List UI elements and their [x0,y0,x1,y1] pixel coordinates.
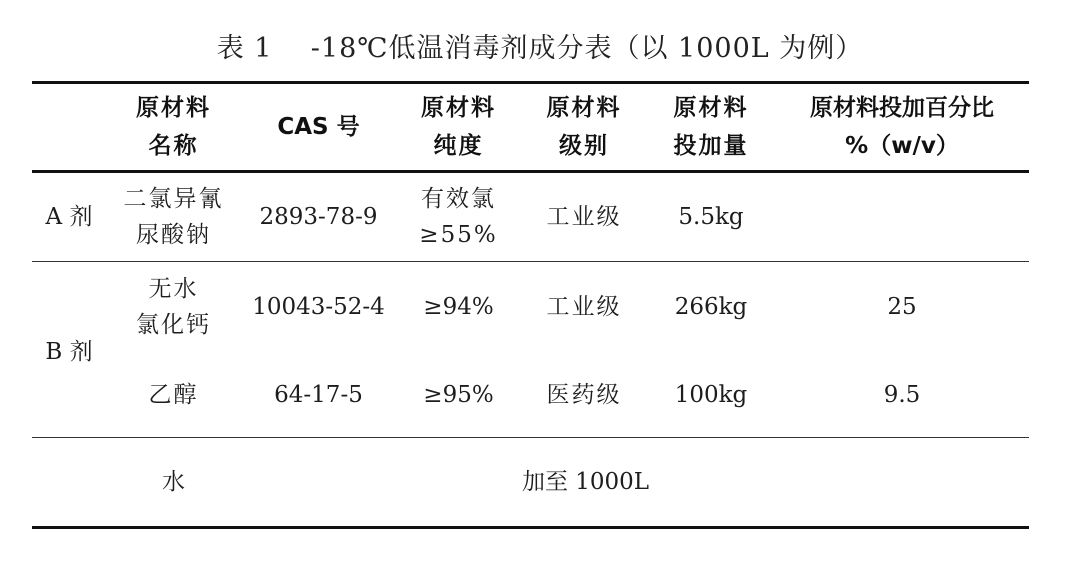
row-b2-cas-text: 64-17-5 [274,381,363,408]
header-purity-line2: 纯度 [433,133,484,159]
table-row-b1-percent [775,262,1029,352]
table-row-b2-amount [647,352,775,437]
header-name [106,84,241,170]
row-b2-purity-text: ≥95% [423,381,494,408]
header-name-line1: 原材料 [136,95,211,121]
table-caption: 表 1 -18℃低温消毒剂成分表（以 1000L 为例） [216,33,864,64]
header-percent-line1: 原材料投加百分比 [810,95,994,121]
table-row-b2-grade [521,352,647,437]
row-b2-grade-text: 医药级 [546,381,622,408]
bottom-rule [32,526,1029,529]
row-b2-amount-text: 100kg [674,381,748,408]
table-row-b1-purity [396,262,521,352]
table-row-b1-cas [241,262,396,352]
table-row-b2-name [106,352,241,437]
row-water-note-text: 加至 1000L [521,469,650,495]
table-row-b2-percent [775,352,1029,437]
header-percent-line2: %（w/v） [845,133,959,159]
header-grade [521,84,647,170]
header-purity-line1: 原材料 [421,95,496,121]
group-b-label [32,262,106,437]
row-b1-purity-text: ≥94% [423,294,494,320]
header-amount [647,84,775,170]
table-row-a-grade [521,173,647,261]
row-a-grade-text: 工业级 [546,204,622,230]
table-row-b1-amount [647,262,775,352]
table-row-water-note [396,438,775,526]
header-cas [241,84,396,170]
row-b2-percent-text: 9.5 [883,381,921,408]
header-purity [396,84,521,170]
row-a-amount-text: 5.5kg [678,204,744,230]
group-a-label [32,173,106,261]
row-b1-cas-text: 10043-52-4 [252,294,385,320]
table-row-a-percent [775,173,1029,261]
group-a-label-text: A 剂 [45,204,93,230]
table-row-a-amount [647,173,775,261]
row-a-cas-text: 2893-78-9 [259,204,378,230]
row-b2-name-text: 乙醇 [148,381,199,408]
group-b-label-text: B 剂 [45,338,93,365]
table-row-water-name [106,438,241,526]
table-row-a-name [106,173,241,261]
header-cas-label: CAS 号 [277,114,360,140]
table-row-b1-name [106,262,241,352]
row-a-name-line2: 尿酸钠 [136,222,211,248]
row-b1-name-line1: 无水 [148,276,199,302]
header-amount-line2: 投加量 [673,133,749,159]
header-name-line2: 名称 [148,133,199,159]
header-amount-line1: 原材料 [673,95,749,121]
header-grade-line2: 级别 [559,133,609,159]
row-b1-grade-text: 工业级 [546,294,622,320]
table-row-a-purity [396,173,521,261]
header-grade-line1: 原材料 [546,95,622,121]
row-b1-name-line2: 氯化钙 [136,312,211,338]
header-percent [775,84,1029,170]
row-b1-percent-text: 25 [887,294,917,320]
row-a-purity-line1: 有效氯 [421,186,496,212]
table-row-b1-grade [521,262,647,352]
row-water-name-text: 水 [162,469,185,495]
table-row-b2-cas [241,352,396,437]
row-a-name-line1: 二氯异氰 [123,186,224,212]
table-row-b2-purity [396,352,521,437]
row-a-purity-line2: ≥55% [419,222,498,248]
table-row-a-cas [241,173,396,261]
row-b1-amount-text: 266kg [674,294,748,320]
